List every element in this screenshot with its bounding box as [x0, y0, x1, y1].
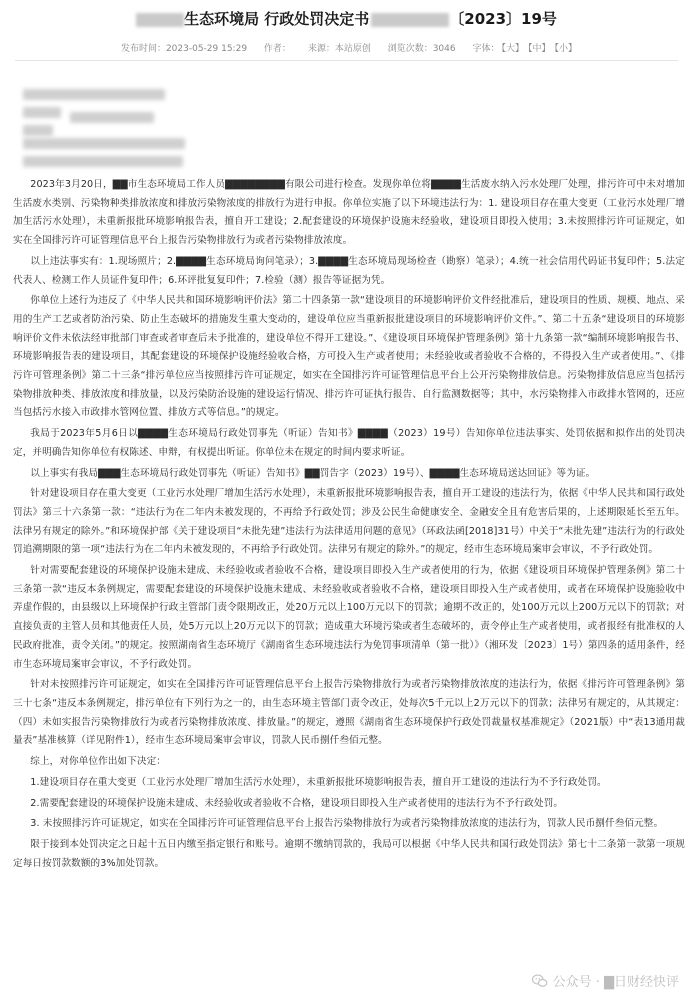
wechat-icon [531, 972, 549, 990]
paragraph: 你单位上述行为违反了《中华人民共和国环境影响评价法》第二十四条第一款“建设项目的环境影响评价文件经批准后，建设项目的性质、规模、地点、采用的生产工艺或者防治污染、防止生态破坏的措施发生重大变动的，建设单位应当重新报批建设项目的环境影响评价文件。”、第二十五条“建设项目的环境影响评价文件未依法经审批部门审查或者审查后未予批准的，建设单位不得开工建设。”、《建设项目环境保护管理条例》第十九条第一款“编制环境影响报告书、环境影响报告表的建设项目，其配套建设的环境保护设施经验收合格，方可投入生产或者使用；未经验收或者验收不合格的，不得投入生产或者使用。”、《排污许可管理条例》第二十三条“排污单位应当按照排污许可证规定，如实在全国排污许可证管理信息平台上公开污染物排放信息。污染物排放信息应当包括污染物排放种类、排放浓度和排放量，以及污染防治设施的建设运行情况、排污许可证执行报告、自行监测数据等；其中，水污染物排入市政排水管网的，还应当包括污水接入市政排水管网位置、排放方式等信息。”的规定。 [13, 295, 685, 419]
title-number: 〔2023〕19号 [449, 10, 557, 28]
paragraph: 我局于2023年5月6日以▇▇▇▇生态环境局行政处罚事先（听证）告知书》▇▇▇▇（2023）19号）告知你单位违法事实、处罚依据和拟作出的处罚决定，并明确告知你单位有权陈述、申辩，有权提出听证。你单位未在规定的时间内要求听证。 [13, 428, 685, 458]
paragraph: 针对未按照排污许可证规定，如实在全国排污许可证管理信息平台上报告污染物排放行为或者污染物排放浓度的违法行为，依据《排污许可管理条例》第三十七条“违反本条例规定，排污单位有下列行为之一的，由生态环境主管部门责令改正，处每次5千元以上2万元以下的罚款；法律另有规定的，从其规定：（四）未如实报告污染物排放行为或者污染物排放浓度、排放量。”的规定，遵照《湖南省生态环境保护行政处罚裁量权基准规定》（2021版）中“表13通用裁量表”基准核算（详见附件1），经市生态环境局案审会审议，罚款人民币捌仟叁佰元整。 [13, 679, 685, 747]
redacted-line [23, 125, 53, 136]
redacted-line [23, 89, 165, 100]
watermark [531, 971, 679, 990]
publish-time: 发布时间：2023-05-29 15:29 [120, 44, 248, 54]
paragraph: 针对需要配套建设的环境保护设施未建成、未经验收或者验收不合格，建设项目即投入生产或者使用的行为，依据《建设项目环境保护管理条例》第二十三条第一款“违反本条例规定，需要配套建设的环境保护设施未建成、未经验收或者验收不合格，建设项目即投入生产或者使用，或者在环境保护设施验收中弄虚作假的，由县级以上环境保护行政主管部门责令限期改正，处20万元以上100万元以下的罚款；逾期不改正的，处100万元以上200万元以下的罚款；对直接负责的主管人员和其他责任人员，处5万元以上20万元以下的罚款；造成重大环境污染或者生态破坏的，责令停止生产或者使用，或者报经有批准权的人民政府批准，责令关闭。”的规定。按照湖南省生态环境厅《湖南省生态环境违法行为免罚事项清单（第一批）》（湘环发〔2023〕1号）第四条的适用条件，经市生态环境局案审会审议，不予行政处罚。 [13, 565, 685, 670]
paragraph: 以上事实有我局▇▇▇生态环境局行政处罚事先（听证）告知书》▇▇罚告字（2023）19号）、▇▇▇▇生态环境局送达回证》等为证。 [30, 467, 596, 479]
view-count: 浏览次数：3046 [387, 44, 456, 54]
paragraph: 限于接到本处罚决定之日起十五日内缴至指定银行和账号。逾期不缴纳罚款的，我局可以根据《中华人民共和国行政处罚法》第七十二条第一款第一项规定每日按罚款数额的3%加处罚款。 [13, 838, 685, 869]
redacted-line [70, 112, 154, 123]
document-body [13, 176, 685, 873]
font-large-button[interactable]: 【大】 [501, 44, 525, 54]
paragraph: 2023年3月20日，▇▇市生态环境局工作人员▇▇▇▇▇▇▇▇有限公司进行检查。发现你单位将▇▇▇▇生活废水纳入污水处理厂处理，排污许可中未对增加生活废水类别、污染物种类排放浓度和排放污染物浓度的排放行为进行申报。你单位实施了以下环境违法行为：1. 建设项目存在重大变更（工业污水处理厂增加生活污水处理），未重新报批环境影响报告表，擅自开工建设；2.配套建设的环境保护设施未经验收，建设项目即投入使用；3.未按照排污许可证规定，如实在全国排污许可证管理信息平台上报告污染物排放行为或者污染物排放浓度。 [13, 179, 685, 247]
article-meta [0, 41, 693, 54]
source: 来源：本站原创 [307, 44, 371, 54]
redacted-area [136, 13, 184, 27]
paragraph: 2.需要配套建设的环境保护设施未建成、未经验收或者验收不合格，建设项目即投入生产或者使用的违法行为不予行政处罚。 [30, 797, 564, 809]
author: 作者： [263, 44, 291, 54]
redacted-line [23, 156, 183, 167]
paragraph: 1.建设项目存在重大变更（工业污水处理厂增加生活污水处理），未重新报批环境影响报告表，擅自开工建设的违法行为不予行政处罚。 [30, 776, 607, 788]
redacted-line [23, 138, 185, 149]
paragraph: 综上，对你单位作出如下决定： [30, 756, 166, 768]
paragraph: 3. 未按照排污许可证规定，如实在全国排污许可证管理信息平台上报告污染物排放行为或者污染物排放浓度的违法行为，罚款人民币捌仟叁佰元整。 [30, 818, 664, 830]
redacted-area [371, 13, 449, 27]
watermark-text: 公众号 · ▇日财经快评 [552, 975, 679, 990]
font-medium-button[interactable]: 【中】 [528, 44, 551, 54]
page-title [0, 8, 693, 29]
divider [15, 60, 678, 61]
paragraph: 以上违法事实有：1.现场照片；2.▇▇▇▇生态环境局询问笔录）；3.▇▇▇▇生态环境局现场检查（勘察）笔录）；4.统一社会信用代码证书复印件；5.法定代表人、检测工作人员证件复印件；6.环评批复复印件；7.检验（测）报告等证据为凭。 [13, 255, 685, 286]
font-size-label: 字体： [472, 44, 500, 54]
redacted-line [23, 107, 61, 118]
paragraph: 针对建设项目存在重大变更（工业污水处理厂增加生活污水处理），未重新报批环境影响报告表，擅自开工建设的违法行为，依据《中华人民共和国行政处罚法》第三十六条第一款：“违法行为在二年内未被发现的，不再给予行政处罚；涉及公民生命健康安全、金融安全且有危害后果的，上述期限延长至五年。法律另有规定的除外。”和环境保护部《关于建设项目“未批先建”违法行为法律适用问题的意见》（环政法函[2018]31号）中关于“未批先建”违法行为的行政处罚追溯期限的第一项“违法行为在二年内未被发现的，不再给予行政处罚。法律另有规定的除外。”的规定，经市生态环境局案审会审议，不予行政处罚。 [13, 488, 685, 556]
title-text: 生态环境局 行政处罚决定书 [184, 10, 370, 28]
font-small-button[interactable]: 【小】 [554, 44, 578, 54]
